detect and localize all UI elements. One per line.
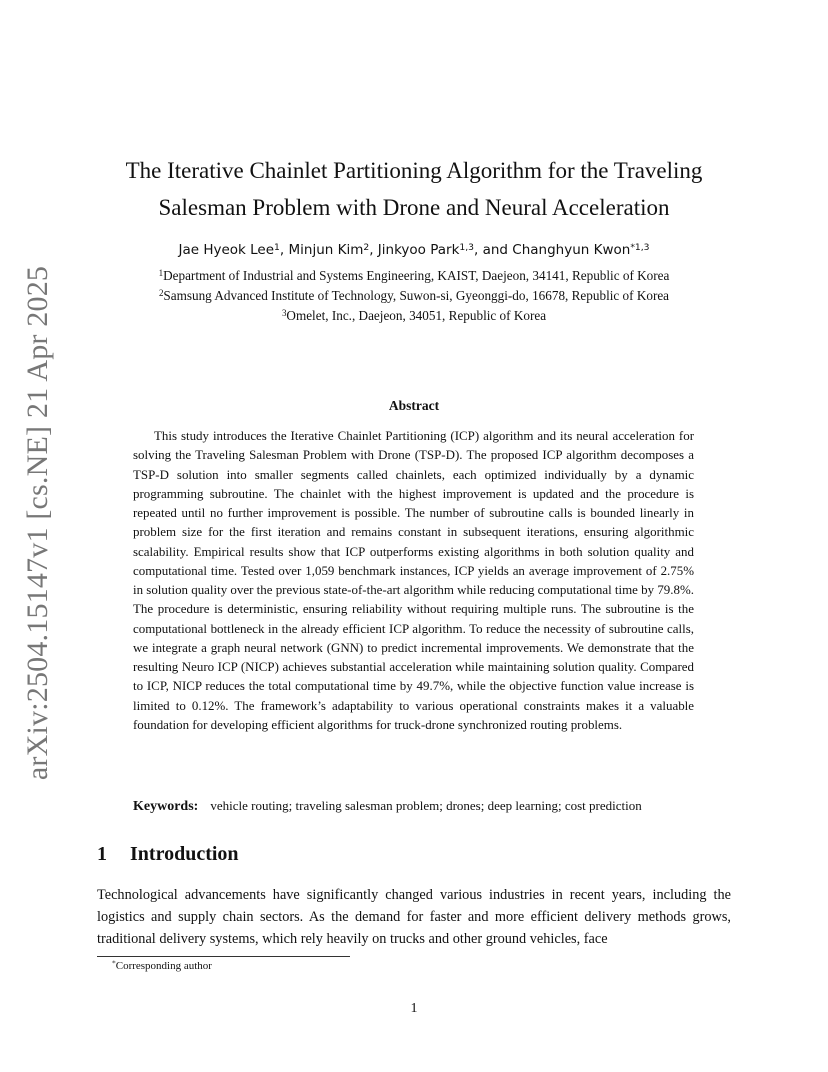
affiliation-text: Department of Industrial and Systems Engineering, KAIST, Daejeon, 34141, Republic of Korea — [163, 268, 670, 283]
arxiv-identifier-stamp — [16, 265, 61, 780]
arxiv-identifier: arXiv:2504.15147v1 [cs.NE] 21 Apr 2025 — [21, 265, 55, 780]
author-list — [100, 242, 728, 258]
author-name: Minjun Kim — [288, 242, 364, 258]
affiliation-mark: 3 — [281, 307, 287, 318]
keywords-text: vehicle routing; traveling salesman problem; drones; deep learning; cost prediction — [210, 798, 642, 813]
affiliation-1 — [80, 268, 748, 284]
author-separator: , and — [474, 242, 513, 258]
affiliation-mark: 1 — [158, 267, 164, 278]
section-heading — [97, 843, 239, 866]
page-number: 1 — [410, 1001, 418, 1016]
affiliation-text: Samsung Advanced Institute of Technology, Suwon-si, Gyeonggi-do, 16678, Republic of Korea — [163, 288, 670, 303]
footnote-mark: * — [112, 958, 116, 968]
title-line-2: Salesman Problem with Drone and Neural Acceleration — [158, 195, 670, 220]
title-line-1: The Iterative Chainlet Partitioning Algorithm for the Traveling — [125, 158, 703, 183]
affiliation-2 — [80, 288, 748, 304]
abstract-text: This study introduces the Iterative Chainlet Partitioning (ICP) algorithm and its neural acceleration for solving the Traveling Salesman Problem with Drone (TSP-D). The proposed ICP algorithm decomposes a TSP-D solution into smaller segments called chainlets, each optimized individually by a dynamic programming subroutine. The chainlet with the highest improvement is updated and the procedure is repeated until no further improvement is possible. The number of subroutine calls is bounded linearly in problem size for the first iteration and remains constant in subsequent iterations, ensuring algorithmic scalability. Empirical results show that ICP outperforms existing algorithms in both solution quality and computational time. Tested over 1,059 benchmark instances, ICP yields an average improvement of 2.75% in solution quality over the previous state-of-the-art algorithm while reducing computational time by 79.8%. The procedure is deterministic, ensuring reliability without requiring multiple runs. The subroutine is the computational bottleneck in the already efficient ICP algorithm. To reduce the necessity of subroutine calls, we integrate a graph neural network (GNN) to predict incremental improvements. We demonstrate that the resulting Neuro ICP (NICP) achieves substantial acceleration while maintaining solution quality. Compared to ICP, NICP reduces the total computational time by 49.7%, while the objective function value increase is limited to 0.12%. The framework’s adaptability to various operational constraints makes it a valuable foundation for developing efficient algorithms for truck-drone synchronized routing problems. — [133, 428, 694, 732]
footnote-rule — [97, 956, 350, 957]
author-name: Jinkyoo Park — [377, 242, 460, 258]
introduction-paragraph: Technological advancements have significantly changed various industries in recent years, including the logistics and supply chain sectors. As the demand for faster and more efficient delivery methods grows, traditional delivery systems, which rely heavily on trucks and other ground vehicles, face — [97, 887, 731, 947]
affiliation-text: Omelet, Inc., Daejeon, 34051, Republic of Korea — [286, 308, 547, 323]
keywords-line — [133, 798, 713, 815]
author-name: Jae Hyeok Lee — [178, 242, 275, 258]
affiliation-3 — [80, 308, 748, 324]
section-title: Introduction — [130, 843, 239, 865]
paper-title — [100, 152, 728, 226]
author-affiliation-mark: 1,3 — [459, 241, 474, 253]
author-separator: , — [369, 242, 378, 258]
footnote — [112, 960, 212, 972]
abstract-heading: Abstract — [388, 398, 440, 413]
footnote-text: Corresponding author — [115, 960, 212, 972]
section-number: 1 — [97, 843, 107, 865]
keywords-label: Keywords: — [133, 799, 199, 814]
author-affiliation-mark: *1,3 — [630, 241, 650, 253]
affiliation-mark: 2 — [158, 287, 164, 298]
author-name: Changhyun Kwon — [512, 242, 631, 258]
author-affiliation-mark: 1 — [274, 241, 280, 253]
author-separator: , — [279, 242, 289, 258]
author-affiliation-mark: 2 — [363, 241, 370, 253]
